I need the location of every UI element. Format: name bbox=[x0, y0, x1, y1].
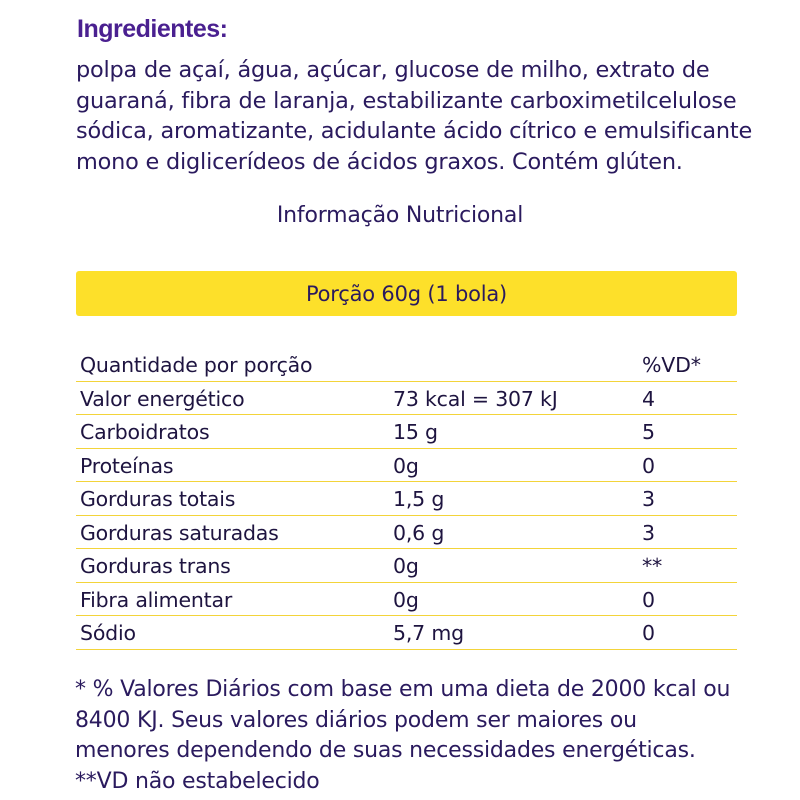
row-label: Fibra alimentar bbox=[80, 587, 233, 612]
ingredients-heading: Ingredientes: bbox=[77, 15, 228, 43]
row-vd: 0 bbox=[642, 587, 655, 612]
row-vd: 4 bbox=[642, 386, 655, 411]
row-amount: 0g bbox=[393, 587, 419, 612]
header-label: Quantidade por porção bbox=[80, 353, 313, 377]
row-amount: 0g bbox=[393, 453, 419, 478]
ingredients-line: mono e diglicerídeos de ácidos graxos. Contém glúten. bbox=[76, 148, 683, 175]
footnote-line: 8400 KJ. Seus valores diários podem ser maiores ou bbox=[75, 707, 637, 733]
table-row bbox=[76, 382, 737, 416]
footnote-line: menores dependendo de suas necessidades energéticas. bbox=[75, 738, 696, 763]
table-row bbox=[76, 482, 737, 516]
row-label: Gorduras totais bbox=[80, 487, 236, 511]
row-amount: 73 kcal = 307 kJ bbox=[393, 386, 558, 411]
table-row bbox=[76, 516, 737, 550]
row-vd: ** bbox=[642, 554, 663, 578]
row-vd: 0 bbox=[642, 621, 655, 645]
row-label: Sódio bbox=[80, 621, 136, 645]
row-label: Proteínas bbox=[80, 453, 174, 478]
portion-label: Porção 60g (1 bola) bbox=[305, 281, 508, 306]
table-row bbox=[76, 549, 737, 583]
row-label: Valor energético bbox=[80, 386, 245, 411]
row-vd: 0 bbox=[642, 453, 655, 478]
daily-values-footnote bbox=[75, 675, 765, 797]
row-label: Carboidratos bbox=[80, 420, 210, 444]
row-vd: 3 bbox=[642, 487, 655, 511]
row-amount: 0,6 g bbox=[393, 520, 445, 545]
table-row bbox=[76, 616, 737, 650]
footnote-line: * % Valores Diários com base em uma dieta de 2000 kcal ou bbox=[75, 677, 731, 702]
row-label: Gorduras trans bbox=[80, 554, 231, 578]
table-header-row bbox=[76, 348, 737, 382]
ingredients-line: sódica, aromatizante, acidulante ácido cítrico e emulsificante bbox=[76, 118, 753, 145]
row-amount: 15 g bbox=[393, 420, 438, 444]
ingredients-line: polpa de açaí, água, açúcar, glucose de milho, extrato de bbox=[76, 57, 710, 83]
nutrition-table bbox=[76, 348, 737, 650]
ingredients-text bbox=[76, 55, 756, 177]
row-amount: 5,7 mg bbox=[393, 621, 464, 645]
row-amount: 0g bbox=[393, 554, 419, 578]
table-row bbox=[76, 415, 737, 449]
row-vd: 5 bbox=[642, 420, 655, 444]
table-row bbox=[76, 583, 737, 617]
header-vd: %VD* bbox=[642, 353, 701, 377]
table-row bbox=[76, 449, 737, 483]
footnote-line: **VD não estabelecido bbox=[75, 768, 320, 794]
row-amount: 1,5 g bbox=[393, 487, 445, 511]
portion-banner bbox=[76, 271, 737, 316]
nutrition-title: Informação Nutricional bbox=[276, 203, 524, 228]
ingredients-line: guaraná, fibra de laranja, estabilizante carboximetilcelulose bbox=[76, 87, 737, 114]
row-vd: 3 bbox=[642, 520, 655, 545]
row-label: Gorduras saturadas bbox=[80, 520, 279, 545]
